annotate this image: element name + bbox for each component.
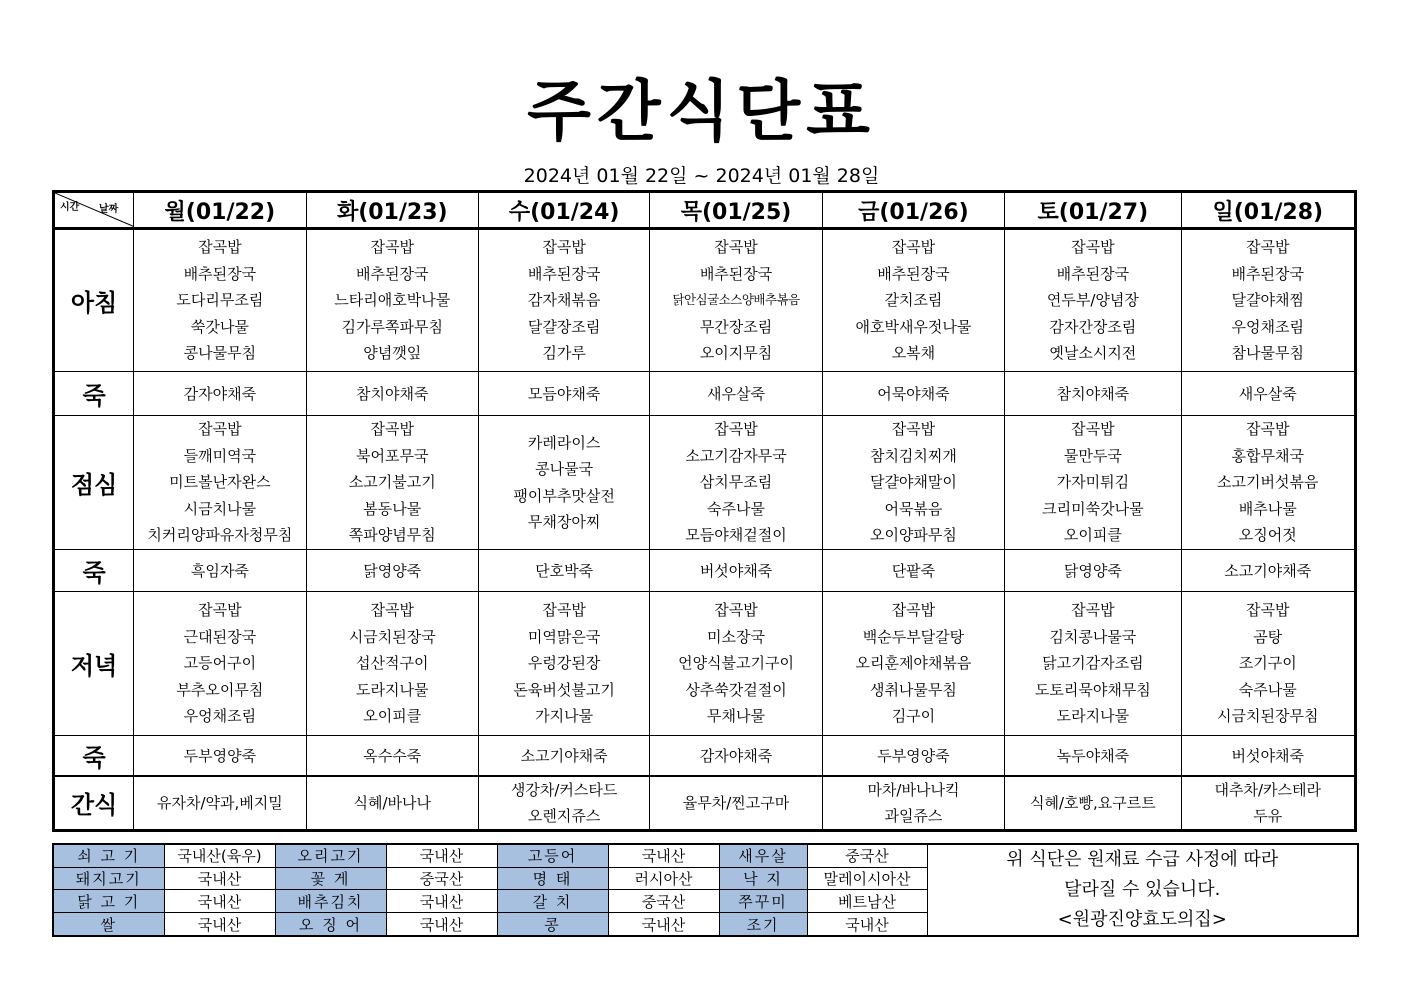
origin-value: 국내산 [386, 844, 497, 867]
origin-value: 러시아산 [608, 867, 719, 890]
menu-item: 오이지무침 [699, 344, 773, 363]
menu-cell [1005, 229, 1181, 372]
menu-item: 두유 [1253, 806, 1283, 825]
menu-item: 김가루쪽파무침 [341, 317, 443, 336]
menu-cell [478, 229, 649, 372]
page-title: 주간식단표 [527, 73, 876, 150]
menu-item: 가지나물 [535, 707, 594, 726]
origin-value: 국내산 [164, 890, 275, 913]
menu-item: 모듬야채겉절이 [685, 526, 787, 545]
origin-value: 중국산 [386, 867, 497, 890]
menu-cell [134, 416, 306, 550]
menu-item: 카레라이스 [527, 433, 601, 452]
menu-item: 김치콩나물국 [1049, 627, 1137, 646]
menu-item: 미역맑은국 [527, 627, 601, 646]
menu-item: 배추된장국 [183, 264, 257, 283]
menu-item: 배추된장국 [877, 264, 950, 283]
menu-item: 갈치조림 [884, 291, 943, 310]
menu-item: 오징어젓 [1238, 526, 1297, 545]
menu-item: 배추된장국 [356, 264, 429, 283]
menu-item: 마차/바나나킥 [867, 780, 960, 799]
origin-value: 베트남산 [807, 890, 927, 913]
menu-item: 식혜/호빵,요구르트 [1029, 793, 1156, 812]
menu-item: 생강차/커스타드 [510, 780, 618, 799]
menu-cell [1181, 592, 1355, 736]
menu-cell [1005, 416, 1181, 550]
meal-label: 죽 [54, 736, 134, 776]
origin-value: 중국산 [608, 890, 719, 913]
menu-item: 봄동나물 [363, 499, 422, 518]
porridge-cell: 두부영양죽 [134, 736, 306, 776]
meal-label: 아침 [54, 229, 134, 372]
menu-item: 오리훈제야채볶음 [855, 654, 972, 673]
day-header: 목(01/25) [650, 192, 822, 229]
menu-item: 배추나물 [1238, 499, 1297, 518]
menu-item: 오복채 [891, 344, 936, 363]
menu-cell [1181, 416, 1355, 550]
menu-item: 잡곡밥 [542, 238, 586, 257]
menu-item: 상추쑥갓겉절이 [685, 680, 787, 699]
menu-cell [478, 592, 649, 736]
menu-item: 달걀야채말이 [869, 473, 957, 492]
snack-cell [1005, 776, 1181, 831]
corner-cell [54, 192, 134, 229]
meal-row [54, 550, 1356, 592]
ingredient-label: 오 징 어 [275, 913, 386, 936]
menu-item: 섭산적구이 [356, 654, 429, 673]
menu-cell [1005, 592, 1181, 736]
day-header: 화(01/23) [306, 192, 478, 229]
menu-item: 물만두국 [1063, 446, 1122, 465]
menu-item: 배추된장국 [1231, 264, 1304, 283]
menu-item: 도라지나물 [1056, 707, 1130, 726]
menu-cell [306, 416, 478, 550]
origin-value: 국내산 [164, 913, 275, 936]
menu-item: 가자미튀김 [1056, 473, 1130, 492]
ingredient-label: 콩 [497, 913, 608, 936]
menu-item: 달걀야채찜 [1231, 291, 1304, 310]
weekly-menu-table [52, 190, 1357, 832]
menu-item: 도토리묵야채무침 [1034, 680, 1151, 699]
menu-item: 잡곡밥 [1246, 601, 1290, 620]
menu-item: 느타리애호박나물 [334, 291, 451, 310]
menu-item: 오이양파무침 [869, 526, 957, 545]
snack-cell [134, 776, 306, 831]
menu-item: 언양식불고기구이 [678, 654, 794, 673]
meal-row [54, 416, 1356, 550]
menu-item: 잡곡밥 [1246, 238, 1290, 257]
origin-row [53, 844, 1358, 867]
ingredient-label: 조기 [719, 913, 807, 936]
menu-item: 잡곡밥 [198, 420, 242, 439]
porridge-cell: 버섯야채죽 [650, 550, 822, 592]
menu-item: 부추오이무침 [176, 680, 264, 699]
ingredient-label: 쇠 고 기 [53, 844, 164, 867]
menu-item: 잡곡밥 [370, 601, 414, 620]
notice-line: 위 식단은 원재료 수급 사정에 따라 [1006, 849, 1279, 870]
menu-item: 숙주나물 [707, 499, 766, 518]
menu-item: 잡곡밥 [1071, 420, 1115, 439]
time-label: 시간 [60, 202, 80, 213]
snack-cell [822, 776, 1004, 831]
menu-cell [822, 592, 1004, 736]
ingredient-label: 쭈꾸미 [719, 890, 807, 913]
menu-item: 삼치무조림 [699, 473, 773, 492]
porridge-cell: 새우살죽 [650, 372, 822, 416]
menu-item: 식혜/바나나 [353, 793, 432, 812]
menu-cell [650, 592, 822, 736]
ingredient-label: 돼지고기 [53, 867, 164, 890]
meal-row [54, 776, 1356, 831]
notice-line: 달라질 수 있습니다. [1064, 879, 1221, 900]
meal-row [54, 372, 1356, 416]
menu-cell [478, 416, 649, 550]
porridge-cell: 감자야채죽 [650, 736, 822, 776]
porridge-cell: 어묵야채죽 [822, 372, 1004, 416]
meal-row [54, 229, 1356, 372]
menu-item: 미트볼난자완스 [169, 473, 271, 492]
porridge-cell: 옥수수죽 [306, 736, 478, 776]
porridge-cell: 감자야채죽 [134, 372, 306, 416]
menu-item: 무채장아찌 [527, 513, 601, 531]
ingredient-label: 갈 치 [497, 890, 608, 913]
origin-value: 국내산 [386, 890, 497, 913]
porridge-cell: 닭영양죽 [306, 550, 478, 592]
menu-item: 곰탕 [1253, 627, 1283, 646]
menu-item: 오이피클 [1063, 526, 1122, 545]
menu-item: 잡곡밥 [370, 238, 414, 257]
menu-item: 잡곡밥 [198, 601, 242, 620]
ingredient-label: 새우살 [719, 844, 807, 867]
origin-value: 말레이시아산 [807, 867, 927, 890]
menu-item: 우렁강된장 [527, 654, 601, 673]
menu-item: 애호박새우젓나물 [855, 317, 972, 336]
origin-table [52, 843, 1359, 937]
menu-cell [134, 592, 306, 736]
menu-item: 들깨미역국 [183, 446, 257, 465]
menu-item: 우엉채조림 [1231, 317, 1304, 336]
menu-item: 잡곡밥 [891, 420, 936, 439]
menu-item: 크리미쑥갓나물 [1042, 499, 1144, 518]
menu-item: 고등어구이 [183, 654, 257, 673]
menu-item: 옛날소시지전 [1049, 344, 1137, 363]
menu-cell [134, 229, 306, 372]
menu-item: 잡곡밥 [1071, 238, 1115, 257]
meal-row [54, 592, 1356, 736]
menu-item: 잡곡밥 [714, 238, 758, 257]
menu-item: 우엉채조림 [183, 707, 257, 726]
notice-cell [927, 844, 1358, 936]
menu-item: 도라지나물 [356, 680, 429, 699]
menu-item: 무간장조림 [699, 317, 773, 336]
menu-item: 배추된장국 [527, 264, 601, 283]
ingredient-label: 낙 지 [719, 867, 807, 890]
snack-cell [1181, 776, 1355, 831]
menu-cell [822, 229, 1004, 372]
meal-label: 저녁 [54, 592, 134, 736]
porridge-cell: 흑임자죽 [134, 550, 306, 592]
menu-item: 대추차/카스테라 [1214, 780, 1322, 799]
porridge-cell: 참치야채죽 [306, 372, 478, 416]
menu-item: 생취나물무침 [869, 680, 957, 699]
ingredient-label: 명 태 [497, 867, 608, 890]
menu-cell [1181, 229, 1355, 372]
menu-item: 배추된장국 [699, 264, 773, 283]
menu-item: 잡곡밥 [714, 601, 758, 620]
menu-item: 율무차/찐고구마 [682, 793, 790, 812]
day-header: 일(01/28) [1181, 192, 1355, 229]
meal-label: 죽 [54, 372, 134, 416]
origin-value: 중국산 [807, 844, 927, 867]
notice-line: <원광진양효도의집> [1057, 909, 1227, 930]
porridge-cell: 단팥죽 [822, 550, 1004, 592]
origin-value: 국내산 [807, 913, 927, 936]
menu-item: 잡곡밥 [198, 238, 242, 257]
porridge-cell: 소고기야채죽 [478, 736, 649, 776]
origin-value: 국내산 [608, 844, 719, 867]
day-header: 월(01/22) [134, 192, 306, 229]
porridge-cell: 모듬야채죽 [478, 372, 649, 416]
porridge-cell: 녹두야채죽 [1005, 736, 1181, 776]
menu-item: 잡곡밥 [891, 601, 936, 620]
menu-item: 어묵볶음 [884, 499, 943, 518]
ingredient-label: 오리고기 [275, 844, 386, 867]
menu-item: 팽이부추맛살전 [513, 486, 615, 505]
day-header: 금(01/26) [822, 192, 1004, 229]
ingredient-label: 쌀 [53, 913, 164, 936]
menu-item: 닭안심굴소스양배추볶음 [672, 292, 800, 308]
menu-item: 잡곡밥 [542, 601, 586, 620]
porridge-cell: 닭영양죽 [1005, 550, 1181, 592]
menu-item: 조기구이 [1238, 654, 1297, 673]
menu-item: 오렌지쥬스 [527, 806, 601, 825]
menu-item: 김가루 [542, 344, 586, 363]
menu-item: 백순두부달갈탕 [862, 627, 965, 646]
menu-item: 쪽파양념무침 [348, 526, 436, 545]
date-range: 2024년 01월 22일 ~ 2024년 01월 28일 [523, 165, 880, 187]
porridge-cell: 단호박죽 [478, 550, 649, 592]
menu-item: 무채나물 [707, 707, 766, 726]
ingredient-label: 꽃 게 [275, 867, 386, 890]
menu-item: 북어포무국 [356, 446, 429, 465]
ingredient-label: 고등어 [497, 844, 608, 867]
menu-item: 달걀장조림 [527, 317, 601, 336]
ingredient-label: 배추김치 [275, 890, 386, 913]
menu-item: 감자간장조림 [1049, 317, 1137, 336]
menu-item: 시금치나물 [183, 499, 257, 518]
day-header: 토(01/27) [1005, 192, 1181, 229]
porridge-cell: 소고기야채죽 [1181, 550, 1355, 592]
porridge-cell: 참치야채죽 [1005, 372, 1181, 416]
menu-item: 근대된장국 [183, 627, 257, 646]
menu-item: 배추된장국 [1056, 264, 1130, 283]
porridge-cell: 버섯야채죽 [1181, 736, 1355, 776]
porridge-cell: 새우살죽 [1181, 372, 1355, 416]
menu-item: 잡곡밥 [370, 420, 414, 439]
menu-item: 홍합무채국 [1231, 446, 1304, 465]
menu-cell [822, 416, 1004, 550]
menu-item: 쑥갓나물 [190, 317, 249, 336]
menu-item: 김구이 [891, 707, 936, 726]
menu-item: 치커리양파유자청무침 [147, 526, 293, 545]
day-header: 수(01/24) [478, 192, 649, 229]
menu-item: 오이피클 [363, 707, 422, 726]
menu-item: 참나물무침 [1231, 344, 1304, 363]
menu-item: 감자채볶음 [527, 291, 601, 310]
menu-item: 시금치된장국 [348, 627, 436, 646]
menu-cell [650, 229, 822, 372]
origin-value: 국내산(육우) [164, 844, 275, 867]
menu-item: 참치김치찌개 [869, 446, 957, 465]
snack-cell [478, 776, 649, 831]
origin-value: 국내산 [164, 867, 275, 890]
date-label: 날짜 [99, 204, 119, 215]
meal-label: 간식 [54, 776, 134, 831]
snack-cell [650, 776, 822, 831]
origin-value: 국내산 [608, 913, 719, 936]
porridge-cell: 두부영양죽 [822, 736, 1004, 776]
menu-item: 잡곡밥 [1071, 601, 1115, 620]
menu-cell [306, 229, 478, 372]
menu-item: 소고기버섯볶음 [1217, 473, 1319, 492]
menu-item: 콩나물무침 [183, 344, 257, 363]
meal-row [54, 736, 1356, 776]
ingredient-label: 닭 고 기 [53, 890, 164, 913]
menu-item: 숙주나물 [1238, 680, 1297, 699]
menu-item: 잡곡밥 [1246, 420, 1290, 439]
meal-label: 죽 [54, 550, 134, 592]
menu-item: 시금치된장무침 [1217, 707, 1319, 726]
menu-cell [650, 416, 822, 550]
menu-item: 미소장국 [707, 627, 766, 646]
origin-value: 국내산 [386, 913, 497, 936]
menu-item: 양념깻잎 [363, 344, 422, 363]
menu-item: 소고기감자무국 [685, 446, 787, 465]
snack-cell [306, 776, 478, 831]
menu-cell [306, 592, 478, 736]
menu-item: 콩나물국 [535, 460, 594, 478]
menu-item: 도다리무조림 [176, 291, 264, 310]
menu-item: 연두부/양념장 [1046, 291, 1139, 310]
menu-item: 닭고기감자조림 [1042, 654, 1144, 673]
menu-item: 유자차/약과,베지밀 [156, 793, 283, 812]
menu-item: 과일쥬스 [884, 806, 943, 825]
menu-item: 소고기불고기 [348, 473, 436, 492]
menu-item: 잡곡밥 [891, 238, 936, 257]
menu-item: 돈육버섯불고기 [513, 680, 615, 699]
meal-label: 점심 [54, 416, 134, 550]
menu-item: 잡곡밥 [714, 420, 758, 439]
